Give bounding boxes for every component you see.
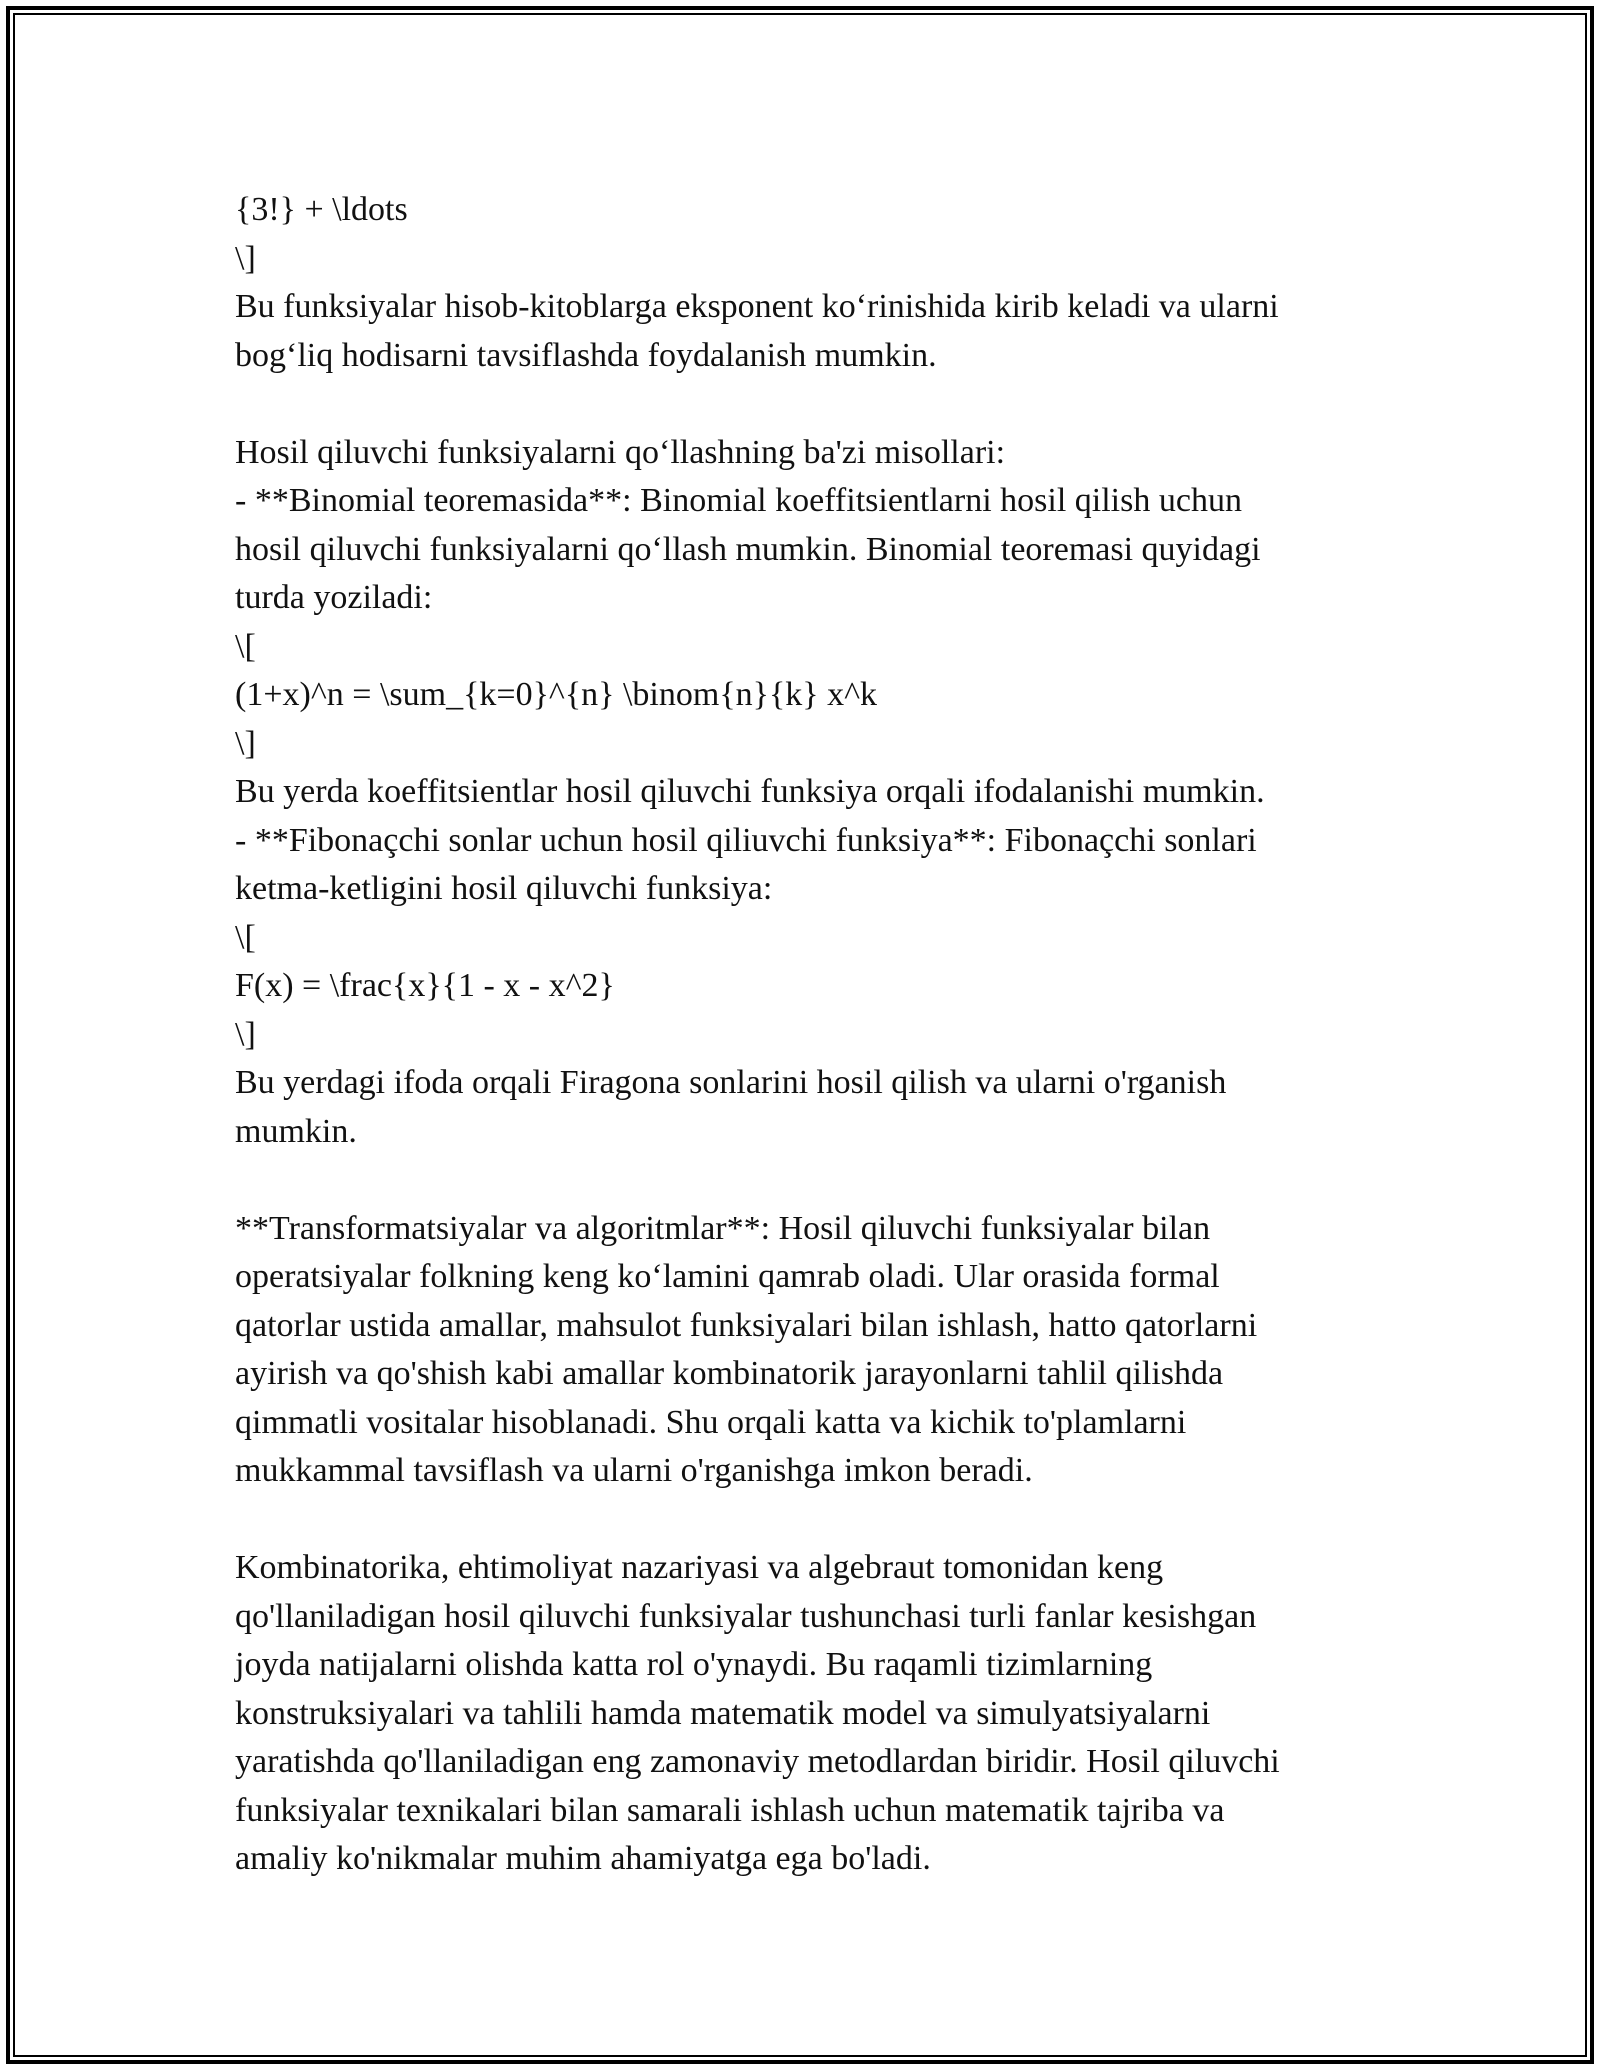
text-line: ayirish va qo'shish kabi amallar kombinatorik jarayonlarni tahlil qilishda: [235, 1355, 1224, 1392]
text-line: Bu yerda koeffitsientlar hosil qiluvchi funksiya orqali ifodalanishi mumkin.: [235, 773, 1265, 810]
text-line: mumkin.: [235, 1112, 357, 1150]
text-line: {3!} + \ldots: [235, 191, 408, 228]
text-line: mukkammal tavsiflash va ularni o'rganishga imkon beradi.: [235, 1452, 1033, 1489]
text-line: **Transformatsiyalar va algoritmlar**: Hosil qiluvchi funksiyalar bilan: [235, 1209, 1211, 1247]
text-line: turda yoziladi:: [235, 579, 433, 616]
text-line: qimmatli vositalar hisoblanadi. Shu orqali katta va kichik to'plamlarni: [235, 1403, 1187, 1441]
text-line: Bu yerdagi ifoda orqali Firagona sonlarini hosil qilish va ularni o'rganish: [235, 1064, 1227, 1101]
document-body: [235, 186, 1385, 1884]
text-line: qo'llaniladigan hosil qiluvchi funksiyalar tushunchasi turli fanlar kesishgan: [235, 1597, 1257, 1635]
text-line: bog‘liq hodisarni tavsiflashda foydalanish mumkin.: [235, 336, 937, 374]
text-line: \[: [235, 918, 256, 956]
text-line: \]: [235, 1015, 256, 1053]
text-line: operatsiyalar folkning keng ko‘lamini qamrab oladi. Ular orasida formal: [235, 1258, 1220, 1295]
text-line: amaliy ko'nikmalar muhim ahamiyatga ega bo'ladi.: [235, 1840, 931, 1877]
text-line: \]: [235, 724, 256, 762]
text-line: - **Binomial teoremasida**: Binomial koeffitsientlarni hosil qilish uchun: [235, 482, 1242, 519]
blank-line: [235, 1156, 1385, 1205]
text-line: Kombinatorika, ehtimoliyat nazariyasi va algebraut tomonidan keng: [235, 1549, 1164, 1586]
text-line: \[: [235, 627, 256, 665]
blank-line: [235, 1496, 1385, 1545]
text-line: funksiyalar texnikalari bilan samarali ishlash uchun matematik tajriba va: [235, 1791, 1225, 1829]
text-line: qatorlar ustida amallar, mahsulot funksiyalari bilan ishlash, hatto qatorlarni: [235, 1306, 1258, 1344]
text-line: yaratishda qo'llaniladigan eng zamonaviy metodlardan biridir. Hosil qiluvchi: [235, 1743, 1280, 1780]
text-line: Bu funksiyalar hisob-kitoblarga eksponent ko‘rinishida kirib keladi va ularni: [235, 288, 1279, 325]
text-line: F(x) = \frac{x}{1 - x - x^2}: [235, 967, 615, 1004]
text-line: (1+x)^n = \sum_{k=0}^{n} \binom{n}{k} x^k: [235, 676, 878, 713]
text-line: joyda natijalarni olishda katta rol o'ynaydi. Bu raqamli tizimlarning: [235, 1646, 1153, 1683]
text-line: - **Fibonaçchi sonlar uchun hosil qiliuvchi funksiya**: Fibonaçchi sonlari: [235, 821, 1257, 859]
text-line: hosil qiluvchi funksiyalarni qo‘llash mumkin. Binomial teoremasi quyidagi: [235, 530, 1261, 568]
text-line: Hosil qiluvchi funksiyalarni qo‘llashning ba'zi misollari:: [235, 433, 1006, 471]
text-line: \]: [235, 239, 256, 277]
text-line: konstruksiyalari va tahlili hamda matematik model va simulyatsiyalarni: [235, 1694, 1211, 1732]
blank-line: [235, 380, 1385, 429]
text-line: ketma-ketligini hosil qiluvchi funksiya:: [235, 870, 773, 907]
